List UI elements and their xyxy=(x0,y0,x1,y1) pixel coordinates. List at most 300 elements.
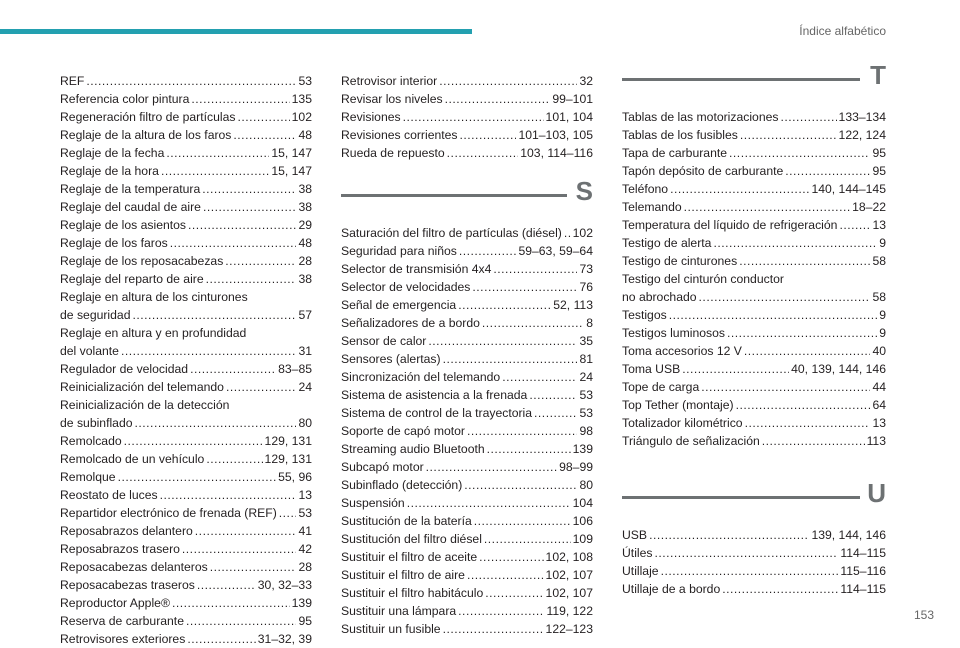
index-entry xyxy=(622,126,886,144)
index-entry-term: Suspensión xyxy=(341,496,405,510)
index-entry-term: Sustitución de la batería xyxy=(341,514,472,528)
index-entry-term: Sustituir una lámpara xyxy=(341,604,457,618)
dot-leader xyxy=(722,580,838,598)
index-entry xyxy=(341,144,593,162)
index-entry xyxy=(622,306,886,324)
index-entry-term: Tapón depósito de carburante xyxy=(622,164,784,178)
index-entry-page: 113 xyxy=(866,434,886,448)
index-entry-term: Telemando xyxy=(622,200,682,214)
dot-leader xyxy=(118,468,277,486)
index-entry-page: 101, 104 xyxy=(545,110,593,124)
index-entry-page: 98 xyxy=(579,424,593,438)
index-entry-term: Subinflado (detección) xyxy=(341,478,463,492)
dot-leader xyxy=(206,270,297,288)
dot-leader xyxy=(529,386,577,404)
index-entry-page: 58 xyxy=(872,254,886,268)
dot-leader xyxy=(713,234,877,252)
index-entry-page: 98–99 xyxy=(559,460,593,474)
dot-leader xyxy=(445,90,551,108)
index-entry-page: 83–85 xyxy=(278,362,312,376)
index-entry-term: Testigo de alerta xyxy=(622,236,712,250)
index-entry-term: Reglaje de los asientos xyxy=(60,218,187,232)
index-entry-term: Regeneración filtro de partículas xyxy=(60,110,236,124)
index-group-r xyxy=(341,72,593,162)
index-column-1 xyxy=(60,72,312,648)
index-group-t xyxy=(622,108,886,450)
index-entry-term: Reglaje de la temperatura xyxy=(60,182,201,196)
dot-leader xyxy=(740,126,837,144)
index-entry-term: USB xyxy=(622,528,648,542)
dot-leader xyxy=(443,350,578,368)
index-entry xyxy=(341,404,593,422)
index-entry-term: Tablas de las motorizaciones xyxy=(622,110,779,124)
index-entry xyxy=(622,414,886,432)
dot-leader xyxy=(736,396,871,414)
index-entry-page: 103, 114–116 xyxy=(520,146,593,160)
index-entry xyxy=(341,566,593,584)
index-entry-term: Sistema de control de la trayectoria xyxy=(341,406,533,420)
index-entry-page: 139 xyxy=(572,442,593,456)
index-entry xyxy=(622,162,886,180)
dot-leader xyxy=(188,216,296,234)
index-entry-page: 95 xyxy=(872,146,886,160)
index-entry xyxy=(341,72,593,90)
index-entry-page: 18–22 xyxy=(852,200,886,214)
dot-leader xyxy=(479,548,543,566)
dot-leader xyxy=(443,620,544,638)
index-entry-page: 8 xyxy=(586,316,593,330)
index-entry xyxy=(60,594,312,612)
index-entry-page: 38 xyxy=(298,182,312,196)
dot-leader xyxy=(487,440,571,458)
index-entry xyxy=(622,324,886,342)
index-entry-page: 53 xyxy=(298,506,312,520)
index-entry-page: 48 xyxy=(298,236,312,250)
index-entry xyxy=(341,126,593,144)
index-entry-page: 55, 96 xyxy=(278,470,312,484)
dot-leader xyxy=(195,522,297,540)
index-entry-page: 104 xyxy=(572,496,593,510)
index-entry xyxy=(341,224,593,242)
index-entry-term: Testigo de cinturones xyxy=(622,254,738,268)
dot-leader xyxy=(170,234,297,252)
dot-leader xyxy=(428,332,577,350)
index-entry-page: 38 xyxy=(298,272,312,286)
index-entry xyxy=(341,548,593,566)
index-entry-term: Sustitución del filtro diésel xyxy=(341,532,482,546)
page-number: 153 xyxy=(913,608,934,622)
index-entry-page: 41 xyxy=(298,524,312,538)
index-entry-page: 102, 108 xyxy=(545,550,593,564)
index-entry-page: 30, 32–33 xyxy=(257,578,312,592)
index-entry-page: 29 xyxy=(298,218,312,232)
index-entry-page: 28 xyxy=(298,560,312,574)
index-entry xyxy=(622,180,886,198)
index-entry-page: 133–134 xyxy=(838,110,886,124)
index-entry xyxy=(60,180,312,198)
index-entry-term: Revisiones corrientes xyxy=(341,128,458,142)
index-entry-term: Útiles xyxy=(622,546,653,560)
index-entry xyxy=(622,432,886,450)
index-entry-term: Sustituir el filtro de aceite xyxy=(341,550,478,564)
dot-leader xyxy=(191,90,289,108)
index-entry-page: 57 xyxy=(298,308,312,322)
index-entry xyxy=(341,242,593,260)
index-entry xyxy=(622,216,886,234)
index-entry-page: 95 xyxy=(872,164,886,178)
index-entry-term: Referencia color pintura xyxy=(60,92,190,106)
index-entry-term: Reglaje de los reposacabezas xyxy=(60,254,224,268)
dot-leader xyxy=(727,324,877,342)
index-entry xyxy=(622,234,886,252)
index-entry-page: 139, 144, 146 xyxy=(811,528,886,542)
dot-leader xyxy=(187,630,255,648)
index-entry-term: Revisar los niveles xyxy=(341,92,443,106)
index-entry xyxy=(60,126,312,144)
index-entry-page: 64 xyxy=(872,398,886,412)
dot-leader xyxy=(464,476,577,494)
dot-leader xyxy=(493,260,577,278)
dot-leader xyxy=(225,252,296,270)
index-entry-page: 122, 124 xyxy=(838,128,886,142)
index-entry-page: 102 xyxy=(291,110,312,124)
dot-leader xyxy=(682,360,789,378)
index-entry-term: no abrochado xyxy=(622,290,697,304)
dot-leader xyxy=(279,504,297,522)
section-letter: U xyxy=(867,478,886,508)
dot-leader xyxy=(182,540,297,558)
index-entry-term: Regulador de velocidad xyxy=(60,362,189,376)
index-entry-term: Reglaje de la fecha xyxy=(60,146,165,160)
dot-leader xyxy=(202,180,296,198)
dot-leader xyxy=(186,612,296,630)
index-entry-page: 95 xyxy=(298,614,312,628)
index-entry-page: 135 xyxy=(291,92,312,106)
index-group-u xyxy=(622,526,886,598)
dot-leader xyxy=(210,558,297,576)
index-entry xyxy=(341,260,593,278)
index-entry xyxy=(60,198,312,216)
index-entry-term: Sustituir el filtro habitáculo xyxy=(341,586,484,600)
index-entry-page: 53 xyxy=(579,388,593,402)
index-entry xyxy=(341,530,593,548)
index-entry-page: 13 xyxy=(872,416,886,430)
index-entry-term: Toma accesorios 12 V xyxy=(622,344,742,358)
index-entry xyxy=(60,576,312,594)
dot-leader xyxy=(729,144,870,162)
index-entry-term: Reostato de luces xyxy=(60,488,158,502)
index-entry xyxy=(341,108,593,126)
index-entry xyxy=(60,108,312,126)
index-entry xyxy=(341,90,593,108)
index-entry-term: de subinflado xyxy=(60,416,133,430)
index-column-2 xyxy=(341,72,593,638)
dot-leader xyxy=(426,458,557,476)
index-entry-page: 52, 113 xyxy=(553,298,593,312)
index-entry-term: Reglaje del reparto de aire xyxy=(60,272,204,286)
index-entry-page: 31 xyxy=(298,344,312,358)
index-entry-term: Subcapó motor xyxy=(341,460,424,474)
section-rule xyxy=(622,496,860,499)
index-entry-page: 13 xyxy=(298,488,312,502)
index-entry-page: 28 xyxy=(298,254,312,268)
index-entry xyxy=(341,458,593,476)
dot-leader xyxy=(160,486,297,504)
dot-leader xyxy=(124,432,263,450)
index-entry xyxy=(341,494,593,512)
dot-leader xyxy=(459,242,517,260)
index-entry xyxy=(341,476,593,494)
index-entry-page: 32 xyxy=(579,74,593,88)
index-entry xyxy=(341,440,593,458)
index-entry-term: Temperatura del líquido de refrigeración xyxy=(622,218,838,232)
dot-leader xyxy=(237,108,289,126)
index-entry-term: Sensor de calor xyxy=(341,334,427,348)
dot-leader xyxy=(460,126,517,144)
index-entry-term: Revisiones xyxy=(341,110,401,124)
dot-leader xyxy=(472,278,577,296)
index-entry-page: 76 xyxy=(579,280,593,294)
index-entry-page: 9 xyxy=(879,326,886,340)
dot-leader xyxy=(132,306,296,324)
index-entry-term: Toma USB xyxy=(622,362,681,376)
dot-leader xyxy=(166,144,269,162)
index-entry-page: 48 xyxy=(298,128,312,142)
index-entry xyxy=(60,540,312,558)
index-entry-term: Retrovisores exteriores xyxy=(60,632,186,646)
index-entry-page: 73 xyxy=(579,262,593,276)
index-entry-first-line: Reglaje en altura y en profundidad xyxy=(60,326,247,340)
index-entry-page: 139 xyxy=(291,596,312,610)
index-entry xyxy=(60,306,312,324)
dot-leader xyxy=(439,72,577,90)
index-entry-page: 44 xyxy=(872,380,886,394)
dot-leader xyxy=(534,404,577,422)
index-entry-term: Sincronización del telemando xyxy=(341,370,501,384)
index-entry xyxy=(60,144,312,162)
dot-leader xyxy=(206,450,262,468)
index-entry-first-line: Reinicialización de la detección xyxy=(60,398,230,412)
dot-leader xyxy=(744,342,871,360)
index-entry-page: 129, 131 xyxy=(264,434,312,448)
index-entry-page: 38 xyxy=(298,200,312,214)
index-entry-term: Sensores (alertas) xyxy=(341,352,441,366)
dot-leader xyxy=(121,342,296,360)
dot-leader xyxy=(502,368,577,386)
index-entry-term: Soporte de capó motor xyxy=(341,424,465,438)
index-entry-page: 9 xyxy=(879,308,886,322)
dot-leader xyxy=(203,198,297,216)
index-entry-page: 40, 139, 144, 146 xyxy=(791,362,886,376)
index-column-3 xyxy=(622,60,886,598)
index-entry-term: Utillaje xyxy=(622,564,659,578)
index-entry-term: Streaming audio Bluetooth xyxy=(341,442,485,456)
dot-leader xyxy=(447,144,519,162)
dot-leader xyxy=(684,198,850,216)
index-entry-page: 40 xyxy=(872,344,886,358)
index-entry-term: Señalizadores de a bordo xyxy=(341,316,480,330)
index-entry-term: Remolque xyxy=(60,470,116,484)
index-entry-term: Retrovisor interior xyxy=(341,74,438,88)
dot-leader xyxy=(467,566,544,584)
index-entry-page: 59–63, 59–64 xyxy=(518,244,593,258)
index-entry xyxy=(60,360,312,378)
index-entry xyxy=(60,612,312,630)
index-entry-page: 24 xyxy=(298,380,312,394)
section-rule xyxy=(341,194,567,197)
index-entry xyxy=(341,422,593,440)
index-entry xyxy=(341,386,593,404)
index-entry-page: 102, 107 xyxy=(545,568,593,582)
index-entry-page: 15, 147 xyxy=(271,164,312,178)
index-entry-term: Reglaje de los faros xyxy=(60,236,168,250)
index-entry xyxy=(341,278,593,296)
section-header-s xyxy=(341,172,593,216)
index-entry xyxy=(341,350,593,368)
dot-leader xyxy=(226,378,296,396)
index-entry xyxy=(341,584,593,602)
index-entry-term: Tapa de carburante xyxy=(622,146,728,160)
dot-leader xyxy=(403,108,544,126)
index-entry-page: 102, 107 xyxy=(545,586,593,600)
index-entry-page: 58 xyxy=(872,290,886,304)
index-entry-term: Reglaje de la altura de los faros xyxy=(60,128,232,142)
index-entry xyxy=(341,332,593,350)
index-entry-page: 122–123 xyxy=(545,622,593,636)
index-entry-term: Selector de transmisión 4x4 xyxy=(341,262,492,276)
index-entry xyxy=(60,414,312,432)
index-entry xyxy=(341,512,593,530)
dot-leader xyxy=(233,126,296,144)
index-entry-term: Rueda de repuesto xyxy=(341,146,445,160)
index-group-s xyxy=(341,224,593,638)
index-entry-term: Tope de carga xyxy=(622,380,700,394)
index-entry-term: Saturación del filtro de partículas (diésel) xyxy=(341,226,562,240)
index-entry xyxy=(622,144,886,162)
index-entry-term: Tablas de los fusibles xyxy=(622,128,738,142)
index-entry-term: Sustituir un fusible xyxy=(341,622,441,636)
dot-leader xyxy=(699,288,871,306)
index-entry xyxy=(60,342,312,360)
dot-leader xyxy=(485,584,543,602)
index-entry xyxy=(622,526,886,544)
index-entry-term: Señal de emergencia xyxy=(341,298,457,312)
index-entry xyxy=(341,368,593,386)
dot-leader xyxy=(190,360,276,378)
index-entry-term: Reproductor Apple® xyxy=(60,596,170,610)
index-entry-term: REF xyxy=(60,74,85,88)
index-entry xyxy=(60,504,312,522)
index-entry-term: Sustituir el filtro de aire xyxy=(341,568,465,582)
dot-leader xyxy=(458,296,551,314)
index-entry-term: Utillaje de a bordo xyxy=(622,582,721,596)
index-entry-term: Reposacabezas delanteros xyxy=(60,560,208,574)
index-entry-term: Reinicialización del telemando xyxy=(60,380,224,394)
index-entry xyxy=(622,342,886,360)
section-header-t xyxy=(622,56,886,100)
index-entry-page: 31–32, 39 xyxy=(257,632,312,646)
header-accent-bar xyxy=(0,29,472,34)
index-entry xyxy=(622,580,886,598)
section-header-u xyxy=(622,474,886,518)
index-entry xyxy=(60,450,312,468)
dot-leader xyxy=(474,512,571,530)
index-entry-page: 99–101 xyxy=(552,92,593,106)
dot-leader xyxy=(670,180,809,198)
index-entry-page: 115–116 xyxy=(840,564,886,578)
dot-leader xyxy=(407,494,571,512)
dot-leader xyxy=(739,252,870,270)
index-entry-term: Totalizador kilométrico xyxy=(622,416,743,430)
index-entry-term: Top Tether (montaje) xyxy=(622,398,734,412)
index-entry-term: Reposacabezas traseros xyxy=(60,578,195,592)
index-entry-first-line: Reglaje en altura de los cinturones xyxy=(60,290,248,304)
index-entry xyxy=(622,252,886,270)
dot-leader xyxy=(482,314,584,332)
index-entry-page: 106 xyxy=(572,514,593,528)
dot-leader xyxy=(654,544,838,562)
dot-leader xyxy=(564,224,571,242)
index-entry xyxy=(341,296,593,314)
index-entry-page: 140, 144–145 xyxy=(811,182,886,196)
index-entry-page: 53 xyxy=(579,406,593,420)
index-entry-term: de seguridad xyxy=(60,308,131,322)
index-entry-page: 81 xyxy=(579,352,593,366)
index-entry-page: 101–103, 105 xyxy=(518,128,593,142)
dot-leader xyxy=(762,432,865,450)
index-entry-term: Teléfono xyxy=(622,182,669,196)
dot-leader xyxy=(484,530,571,548)
dot-leader xyxy=(161,162,269,180)
index-entry-page: 35 xyxy=(579,334,593,348)
index-entry-page: 109 xyxy=(572,532,593,546)
index-entry xyxy=(60,72,312,90)
index-entry xyxy=(622,562,886,580)
index-entry xyxy=(60,216,312,234)
index-entry xyxy=(60,432,312,450)
dot-leader xyxy=(86,72,296,90)
index-entry xyxy=(622,378,886,396)
section-letter: S xyxy=(575,176,593,206)
index-entry-page: 114–115 xyxy=(840,546,886,560)
index-entry-term: Reglaje de la hora xyxy=(60,164,159,178)
index-entry xyxy=(60,558,312,576)
index-entry-term: Reposabrazos delantero xyxy=(60,524,193,538)
index-entry-page: 15, 147 xyxy=(271,146,312,160)
index-entry-term: Reserva de carburante xyxy=(60,614,184,628)
dot-leader xyxy=(780,108,836,126)
index-entry xyxy=(60,270,312,288)
index-entry-page: 24 xyxy=(579,370,593,384)
index-entry-page: 119, 122 xyxy=(546,604,593,618)
dot-leader xyxy=(745,414,871,432)
index-entry xyxy=(341,314,593,332)
index-entry-term: Sistema de asistencia a la frenada xyxy=(341,388,528,402)
dot-leader xyxy=(467,422,577,440)
index-entry xyxy=(622,108,886,126)
index-entry xyxy=(60,252,312,270)
section-rule xyxy=(622,78,860,81)
dot-leader xyxy=(661,562,839,580)
index-entry xyxy=(60,162,312,180)
index-entry xyxy=(622,396,886,414)
index-entry xyxy=(60,90,312,108)
dot-leader xyxy=(458,602,544,620)
index-entry-page: 102 xyxy=(572,226,593,240)
index-entry xyxy=(622,544,886,562)
index-entry-page: 80 xyxy=(579,478,593,492)
index-entry-term: Triángulo de señalización xyxy=(622,434,760,448)
